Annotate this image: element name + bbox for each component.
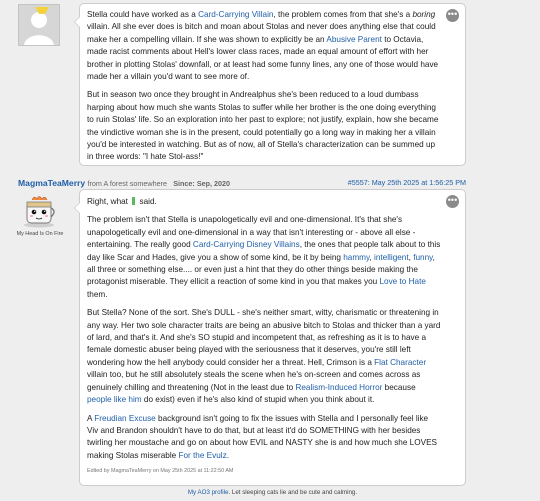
trope-link[interactable]: Abusive Parent [326, 34, 382, 44]
user-avatar[interactable] [20, 194, 58, 228]
signature-text: . Let sleeping cats lie and be cute and calming. [228, 489, 358, 496]
trope-link[interactable]: Card-Carrying Disney Villains [192, 240, 300, 250]
post-text: A [87, 413, 95, 423]
emphasis-text: boring [412, 10, 436, 19]
member-since: Since: Sep, 2020 [173, 179, 230, 188]
default-avatar-icon [19, 5, 59, 45]
post-paragraph [87, 89, 441, 163]
forum-post [79, 3, 466, 166]
post-text: But Stella? None of the sort. She's DULL - she's neither smart, witty, charismatic or threatening in any way. Her two sole character traits are being an abusive bitch to Stolas and thicker than a yard of lard, and that's it. And she's SO stupid and incompetent that, as refreshing as it is to have a female domestic abuser being played with the seriousness that it deserves, you're still left wondering how the hell anybody could consider her a threat. Hell, Crimson is a [87, 308, 441, 367]
teacup-character-avatar-icon [20, 194, 58, 228]
trope-link[interactable]: funny [413, 252, 433, 262]
post-permalink[interactable]: #5557: May 25th 2025 at 1:56:25 PM [347, 178, 466, 187]
post-paragraph [87, 307, 441, 406]
post-text: , all three or something else.... or even just a hint that they do other things beside making the protagonist miserable. They ellicit a reaction of some kind in you that makes you [87, 252, 435, 287]
trope-link[interactable]: Freudian Excuse [94, 413, 156, 423]
username-link[interactable]: MagmaTeaMerry [18, 178, 86, 188]
forum-post [79, 189, 466, 486]
user-location: from A forest somewhere [87, 179, 167, 188]
user-avatar-placeholder[interactable] [18, 4, 60, 46]
trope-link[interactable]: hammy [343, 252, 370, 262]
post-options-icon[interactable]: ••• [446, 9, 459, 22]
post-text: , the ones that people talk about to this day like Scar and Hades, give you a show of some kind, be it by being [87, 240, 441, 262]
trope-link[interactable]: Realism-Induced Horror [295, 382, 383, 392]
trope-link[interactable]: Card-Carrying Villain [198, 10, 274, 19]
post-header [18, 177, 466, 189]
post-text: do exist) even if he's also kind of stupid when you think about it. [141, 395, 375, 405]
user-mention-icon[interactable] [132, 197, 135, 205]
post-paragraph [87, 9, 441, 83]
post-text: because [382, 382, 416, 392]
trope-link[interactable]: people like him [87, 395, 142, 405]
post-paragraph [87, 214, 441, 301]
post-text: , the problem comes from that she's a [273, 10, 413, 19]
post-text: them. [87, 289, 108, 299]
post-options-icon[interactable]: ••• [446, 195, 459, 208]
post-text: , [408, 252, 414, 262]
post-text: to Octavia, made racist comments about Hell's lower class races, made an equal amount of effort with her brother in plotting Stolas' downfall, or at least had some funny lines, any one of those would have made her a villain you'd want to see more of. [87, 34, 439, 82]
edited-note: Edited by MagmaTeaMerry on May 25th 2025 at 11:22:50 AM [87, 468, 234, 475]
trope-link[interactable]: intelligent [374, 252, 409, 262]
post-text: villain. All she ever does is bitch and moan about Stolas and never does anything else that could make her a compelling villain. If she was shown to explicitly be an [87, 22, 436, 44]
post-text: , [369, 252, 375, 262]
post-text: But in season two once they brought in Andrealphus she's been reduced to a loud dumbass harping about how much she wants Stolas to suffer while her brother is the one doing everything to ruin Stolas' life. So an exploration into her past to explore; not justify, explain, how she became the vindictive woman she is in the present, could potentially go a long way in making her a villain you'd be interested in watching. But as of now, all of Stella's characterization can be summed up in three words: "I hate Stol-ass!" [87, 90, 439, 162]
post-greeting: Right, what said. [87, 197, 157, 206]
trope-link[interactable]: Love to Hate [379, 277, 426, 287]
post-text: The problem isn't that Stella is unapologetically evil and one-dimensional. It's that she's unapologetically evil and one-dimensional in a way that isn't interesting or - above all else - entertaining. The really good [87, 215, 416, 250]
avatar-caption: My Head Is On Fire [16, 231, 64, 237]
trope-link[interactable]: For the Evulz [178, 450, 227, 460]
trope-link[interactable]: Flat Character [374, 357, 427, 367]
ao3-profile-link[interactable]: My AO3 profile [187, 489, 229, 496]
post-paragraph [87, 413, 441, 463]
post-text: Stella could have worked as a [87, 10, 199, 19]
post-text: . [226, 450, 229, 460]
post-text: villain too, but he still absolutely steals the scene when he's on-screen and comes across as genuinely chilling and threatening (Not in the least due to [87, 370, 421, 392]
post-text: background isn't going to fix the issues with Stella and I personally feel like Viv and Brandon shouldn't have to do that, but at least it'd do SOMETHING with her besides twirling her moustache and go on about how EVIL and NASTY she is and how much she LOVES making Stolas miserable [87, 413, 437, 460]
user-signature [79, 487, 466, 499]
